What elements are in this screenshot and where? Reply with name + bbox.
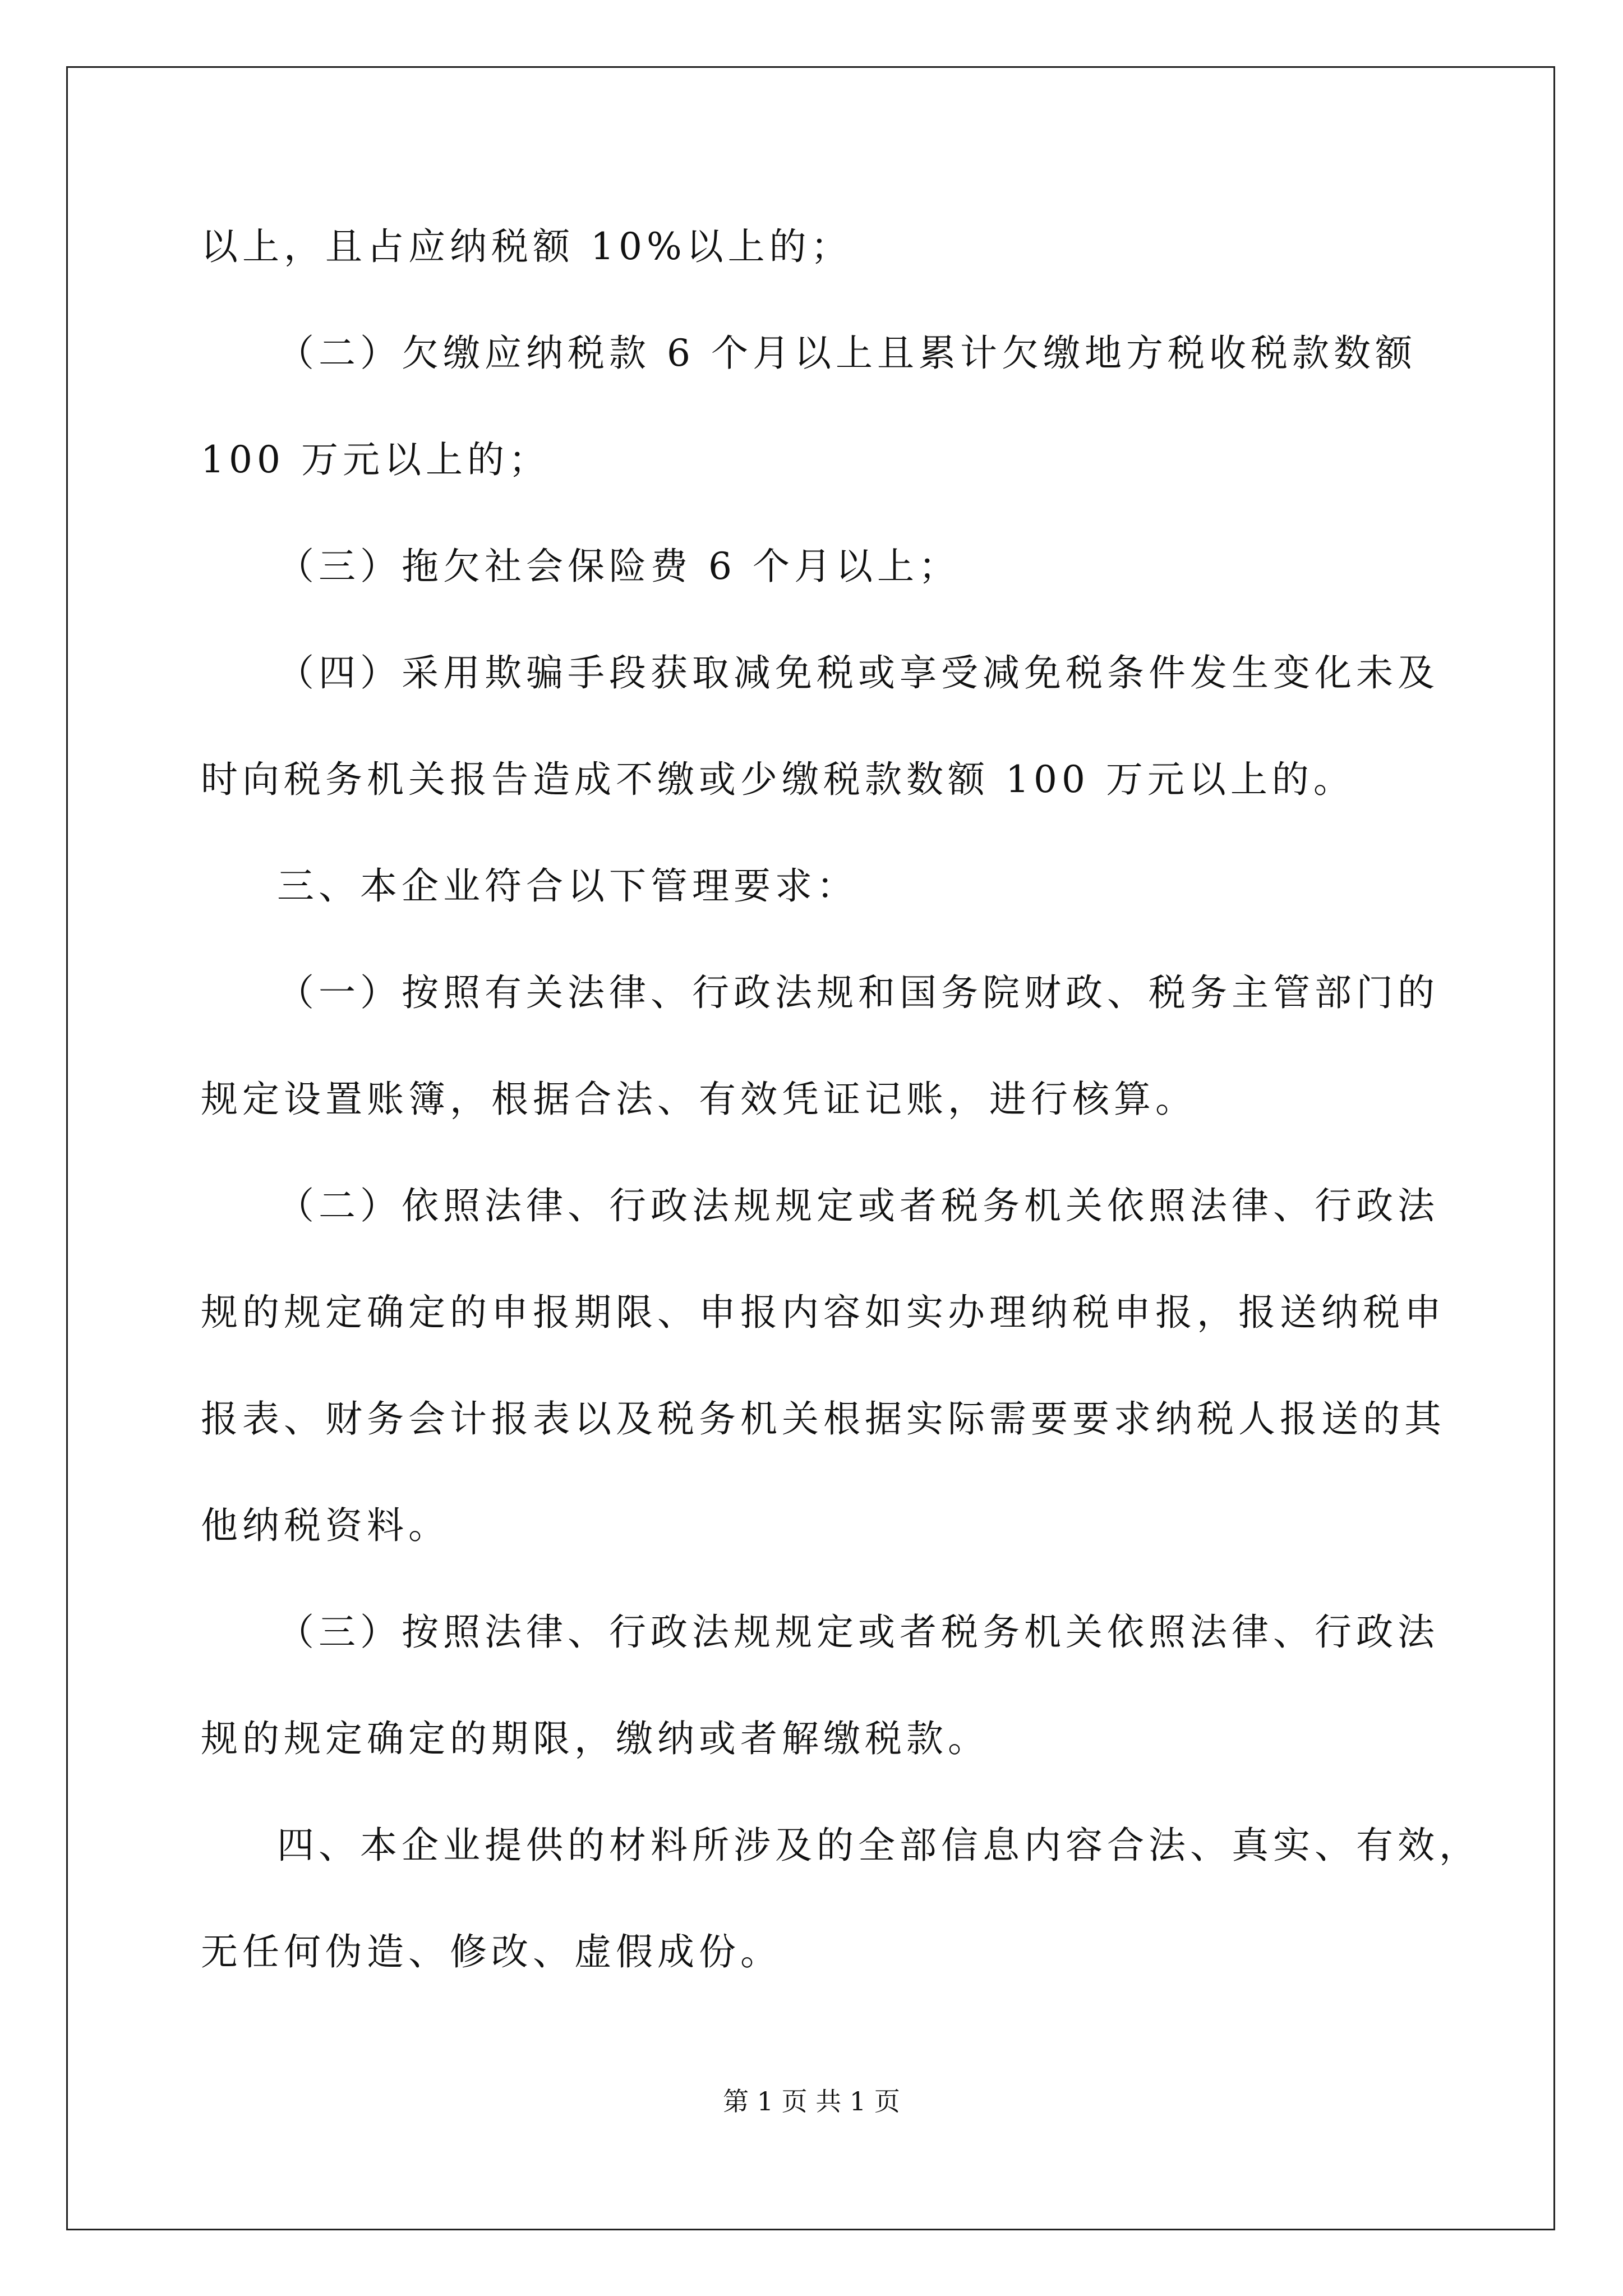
text-line: 以上，且占应纳税额 10%以上的； [201, 225, 852, 268]
text-line: 规定设置账簿，根据合法、有效凭证记账，进行核算。 [201, 1078, 1197, 1121]
text-line: 四、本企业提供的材料所涉及的全部信息内容合法、真实、有效， [277, 1824, 1481, 1867]
text-line: （一）按照有关法律、行政法规和国务院财政、税务主管部门的 [277, 971, 1439, 1014]
text-line: 时向税务机关报告造成不缴或少缴税款数额 100 万元以上的。 [201, 758, 1355, 801]
page-border [66, 66, 1555, 2230]
text-line: （三）按照法律、行政法规规定或者税务机关依照法律、行政法 [277, 1611, 1439, 1654]
text-line: 他纳税资料。 [201, 1504, 450, 1547]
page-footer: 第 1 页 共 1 页 [723, 2086, 900, 2116]
text-line: （三）拖欠社会保险费 6 个月以上； [277, 545, 960, 588]
text-line: （二）依照法律、行政法规规定或者税务机关依照法律、行政法 [277, 1184, 1439, 1227]
text-line: 报表、财务会计报表以及税务机关根据实际需要要求纳税人报送的其 [201, 1397, 1446, 1441]
text-line: 100 万元以上的； [201, 438, 550, 481]
text-line: 规的规定确定的申报期限、申报内容如实办理纳税申报，报送纳税申 [201, 1291, 1446, 1334]
text-line: 三、本企业符合以下管理要求： [277, 864, 858, 908]
text-line: 规的规定确定的期限，缴纳或者解缴税款。 [201, 1717, 989, 1760]
text-line: 无任何伪造、修改、虚假成份。 [201, 1930, 782, 1973]
text-line: （二）欠缴应纳税款 6 个月以上且累计欠缴地方税收税款数额 [277, 332, 1417, 375]
text-line: （四）采用欺骗手段获取减免税或享受减免税条件发生变化未及 [277, 651, 1439, 694]
